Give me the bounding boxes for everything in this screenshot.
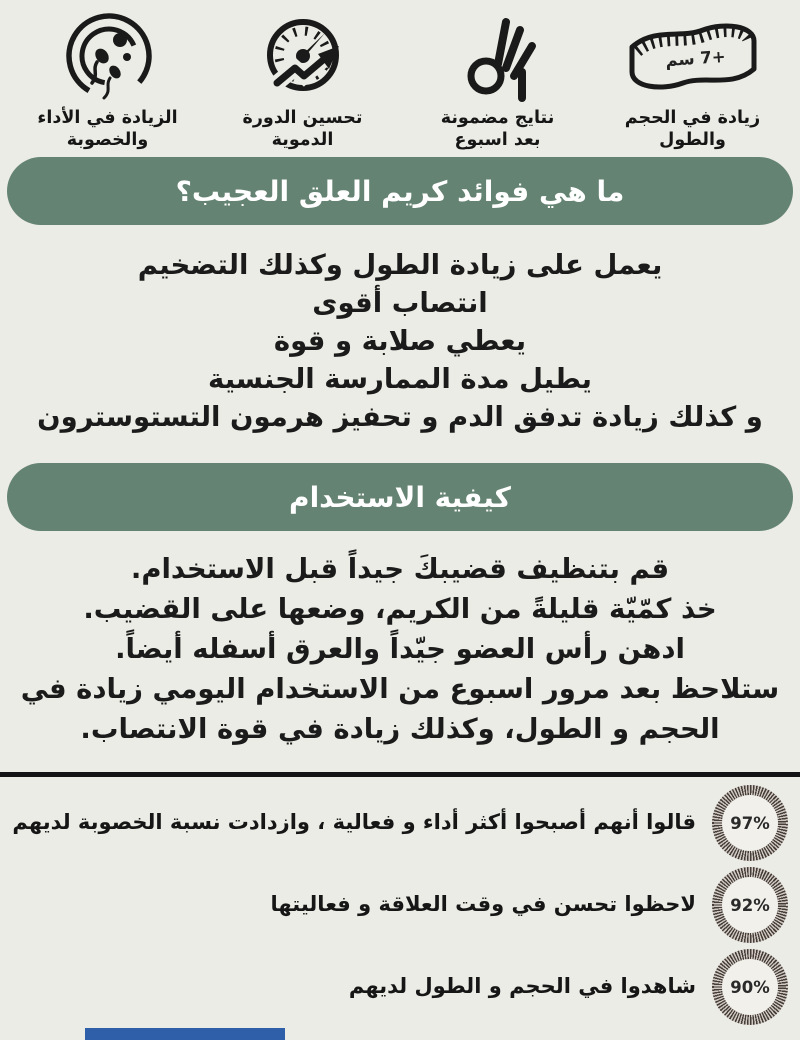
feature-label-blood-circulation: تحسين الدورة الدموية [242, 108, 363, 151]
usage-line: ادهن رأس العضو جيّداً والعرق أسفله أيضاً. [115, 633, 685, 665]
usage-line: خذ كمّيّة قليلةً من الكريم، وضعها على القضيب. [83, 593, 717, 625]
speedometer-icon [259, 13, 347, 101]
percentage-badge [712, 867, 788, 943]
feature-label-performance-fertility: الزيادة في الأداء والخصوبة [37, 108, 178, 151]
feature-size-length [599, 12, 787, 152]
percentage-badge [712, 785, 788, 861]
features-row [0, 0, 800, 151]
benefits-line: يطيل مدة الممارسة الجنسية [208, 363, 592, 395]
usage-line: قم بتنظيف قضيبكَ جيداً قبل الاستخدام. [130, 553, 670, 585]
benefits-line: انتصاب أقوى [312, 287, 488, 319]
feature-label-size-length: زيادة في الحجم والطول [624, 108, 761, 151]
stat-text: شاهدوا في الحجم و الطول لديهم [348, 974, 696, 999]
tape-measure-icon [624, 17, 762, 97]
partial-bottom-button[interactable] [85, 1028, 285, 1040]
stat-text: قالوا أنهم أصبحوا أكثر أداء و فعالية ، وازدادت نسبة الخصوبة لديهم [12, 810, 696, 835]
stat-row [12, 864, 788, 946]
usage-line: الحجم و الطول، وكذلك زيادة في قوة الانتصاب. [80, 713, 720, 745]
feature-guaranteed-results [404, 12, 592, 152]
benefits-line: يعطي صلابة و قوة [273, 325, 527, 357]
feature-blood-circulation [209, 12, 397, 152]
fertility-icon [60, 10, 155, 105]
percentage-value: 97% [722, 795, 778, 851]
tape-measure-value: +7 سم [664, 46, 726, 71]
ok-hand-icon [456, 12, 540, 102]
usage-line: ستلاحظ بعد مرور اسبوع من الاستخدام اليومي زيادة في [20, 673, 780, 705]
usage-section-title: كيفية الاستخدام [7, 463, 793, 531]
stat-row [12, 946, 788, 1028]
percentage-value: 90% [722, 959, 778, 1015]
benefits-section-title: ما هي فوائد كريم العلق العجيب؟ [7, 157, 793, 225]
benefits-text-block [0, 246, 800, 436]
percentage-value: 92% [722, 877, 778, 933]
feature-label-guaranteed-results: نتايج مضمونة بعد اسبوع [440, 108, 555, 151]
feature-performance-fertility [14, 12, 202, 152]
benefits-line: و كذلك زيادة تدفق الدم و تحفيز هرمون التستوسترون [37, 401, 763, 433]
stat-row [12, 782, 788, 864]
stat-text: لاحظوا تحسن في وقت العلاقة و فعاليتها [270, 892, 696, 917]
stats-section [0, 777, 800, 1028]
benefits-line: يعمل على زيادة الطول وكذلك التضخيم [137, 249, 663, 281]
percentage-badge [712, 949, 788, 1025]
usage-text-block [0, 549, 800, 749]
